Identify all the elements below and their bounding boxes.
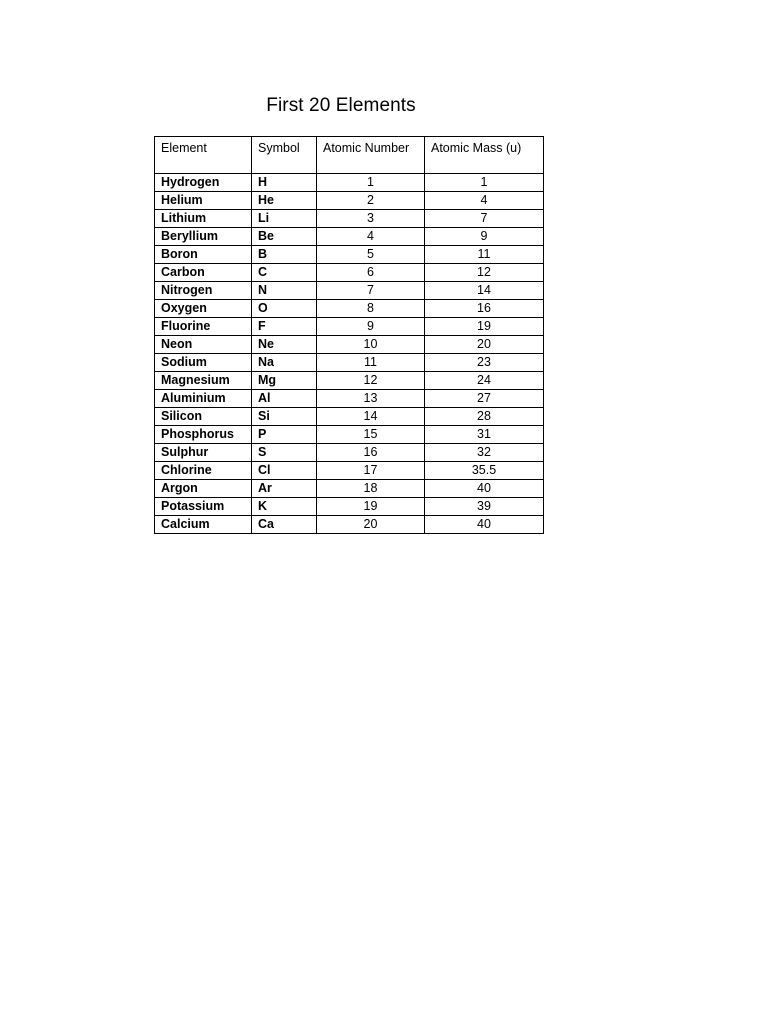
element-name-cell: Fluorine xyxy=(155,318,252,336)
atomic-mass-cell: 40 xyxy=(425,516,544,534)
element-name-cell: Phosphorus xyxy=(155,426,252,444)
element-name-cell: Potassium xyxy=(155,498,252,516)
table-row xyxy=(155,300,544,318)
atomic-number-cell: 14 xyxy=(317,408,425,426)
atomic-mass-cell: 14 xyxy=(425,282,544,300)
atomic-number-cell: 2 xyxy=(317,192,425,210)
atomic-number-cell: 18 xyxy=(317,480,425,498)
element-name-cell: Boron xyxy=(155,246,252,264)
element-name-cell: Chlorine xyxy=(155,462,252,480)
atomic-number-cell: 1 xyxy=(317,174,425,192)
atomic-number-cell: 6 xyxy=(317,264,425,282)
element-symbol-cell: Si xyxy=(252,408,317,426)
element-name-cell: Beryllium xyxy=(155,228,252,246)
atomic-mass-cell: 16 xyxy=(425,300,544,318)
atomic-mass-cell: 40 xyxy=(425,480,544,498)
element-symbol-cell: K xyxy=(252,498,317,516)
element-name-cell: Sulphur xyxy=(155,444,252,462)
column-header-symbol: Symbol xyxy=(252,137,317,174)
atomic-number-cell: 16 xyxy=(317,444,425,462)
column-header-atomic-mass: Atomic Mass (u) xyxy=(425,137,544,174)
element-symbol-cell: Na xyxy=(252,354,317,372)
table-row xyxy=(155,336,544,354)
atomic-mass-cell: 11 xyxy=(425,246,544,264)
atomic-mass-cell: 7 xyxy=(425,210,544,228)
table-row xyxy=(155,318,544,336)
element-name-cell: Nitrogen xyxy=(155,282,252,300)
element-symbol-cell: Li xyxy=(252,210,317,228)
atomic-mass-cell: 28 xyxy=(425,408,544,426)
table-row xyxy=(155,174,544,192)
element-symbol-cell: Ca xyxy=(252,516,317,534)
table-row xyxy=(155,480,544,498)
table-row xyxy=(155,228,544,246)
element-symbol-cell: S xyxy=(252,444,317,462)
table-row xyxy=(155,192,544,210)
table-row xyxy=(155,498,544,516)
atomic-mass-cell: 24 xyxy=(425,372,544,390)
atomic-mass-cell: 39 xyxy=(425,498,544,516)
page-title: First 20 Elements xyxy=(266,95,416,116)
table-row xyxy=(155,372,544,390)
element-symbol-cell: Cl xyxy=(252,462,317,480)
element-name-cell: Sodium xyxy=(155,354,252,372)
element-symbol-cell: Mg xyxy=(252,372,317,390)
table-row xyxy=(155,426,544,444)
element-symbol-cell: N xyxy=(252,282,317,300)
header-row xyxy=(155,137,544,174)
column-header-atomic-number: Atomic Number xyxy=(317,137,425,174)
atomic-mass-cell: 35.5 xyxy=(425,462,544,480)
element-symbol-cell: Be xyxy=(252,228,317,246)
column-header-element: Element xyxy=(155,137,252,174)
element-symbol-cell: H xyxy=(252,174,317,192)
element-name-cell: Hydrogen xyxy=(155,174,252,192)
atomic-number-cell: 10 xyxy=(317,336,425,354)
table-row xyxy=(155,282,544,300)
atomic-number-cell: 4 xyxy=(317,228,425,246)
atomic-mass-cell: 23 xyxy=(425,354,544,372)
element-symbol-cell: P xyxy=(252,426,317,444)
table-row xyxy=(155,390,544,408)
element-name-cell: Helium xyxy=(155,192,252,210)
element-name-cell: Magnesium xyxy=(155,372,252,390)
elements-table xyxy=(154,136,544,534)
atomic-number-cell: 12 xyxy=(317,372,425,390)
table-row xyxy=(155,444,544,462)
element-symbol-cell: Al xyxy=(252,390,317,408)
atomic-mass-cell: 19 xyxy=(425,318,544,336)
table-row xyxy=(155,210,544,228)
table-row xyxy=(155,246,544,264)
atomic-mass-cell: 12 xyxy=(425,264,544,282)
element-name-cell: Argon xyxy=(155,480,252,498)
element-symbol-cell: He xyxy=(252,192,317,210)
table-row xyxy=(155,264,544,282)
element-symbol-cell: Ar xyxy=(252,480,317,498)
element-symbol-cell: F xyxy=(252,318,317,336)
atomic-number-cell: 9 xyxy=(317,318,425,336)
element-name-cell: Oxygen xyxy=(155,300,252,318)
element-name-cell: Neon xyxy=(155,336,252,354)
element-name-cell: Aluminium xyxy=(155,390,252,408)
element-symbol-cell: B xyxy=(252,246,317,264)
table-header xyxy=(155,137,544,174)
atomic-number-cell: 5 xyxy=(317,246,425,264)
element-symbol-cell: C xyxy=(252,264,317,282)
table-row xyxy=(155,516,544,534)
atomic-mass-cell: 4 xyxy=(425,192,544,210)
element-symbol-cell: O xyxy=(252,300,317,318)
atomic-number-cell: 3 xyxy=(317,210,425,228)
atomic-number-cell: 15 xyxy=(317,426,425,444)
atomic-number-cell: 8 xyxy=(317,300,425,318)
table-body xyxy=(155,174,544,534)
atomic-number-cell: 13 xyxy=(317,390,425,408)
element-name-cell: Carbon xyxy=(155,264,252,282)
atomic-number-cell: 7 xyxy=(317,282,425,300)
atomic-mass-cell: 9 xyxy=(425,228,544,246)
atomic-mass-cell: 32 xyxy=(425,444,544,462)
atomic-number-cell: 20 xyxy=(317,516,425,534)
atomic-number-cell: 11 xyxy=(317,354,425,372)
atomic-mass-cell: 1 xyxy=(425,174,544,192)
element-symbol-cell: Ne xyxy=(252,336,317,354)
table-row xyxy=(155,354,544,372)
table-row xyxy=(155,462,544,480)
atomic-mass-cell: 27 xyxy=(425,390,544,408)
atomic-mass-cell: 31 xyxy=(425,426,544,444)
atomic-number-cell: 17 xyxy=(317,462,425,480)
table-row xyxy=(155,408,544,426)
element-name-cell: Calcium xyxy=(155,516,252,534)
atomic-number-cell: 19 xyxy=(317,498,425,516)
element-name-cell: Silicon xyxy=(155,408,252,426)
element-name-cell: Lithium xyxy=(155,210,252,228)
atomic-mass-cell: 20 xyxy=(425,336,544,354)
